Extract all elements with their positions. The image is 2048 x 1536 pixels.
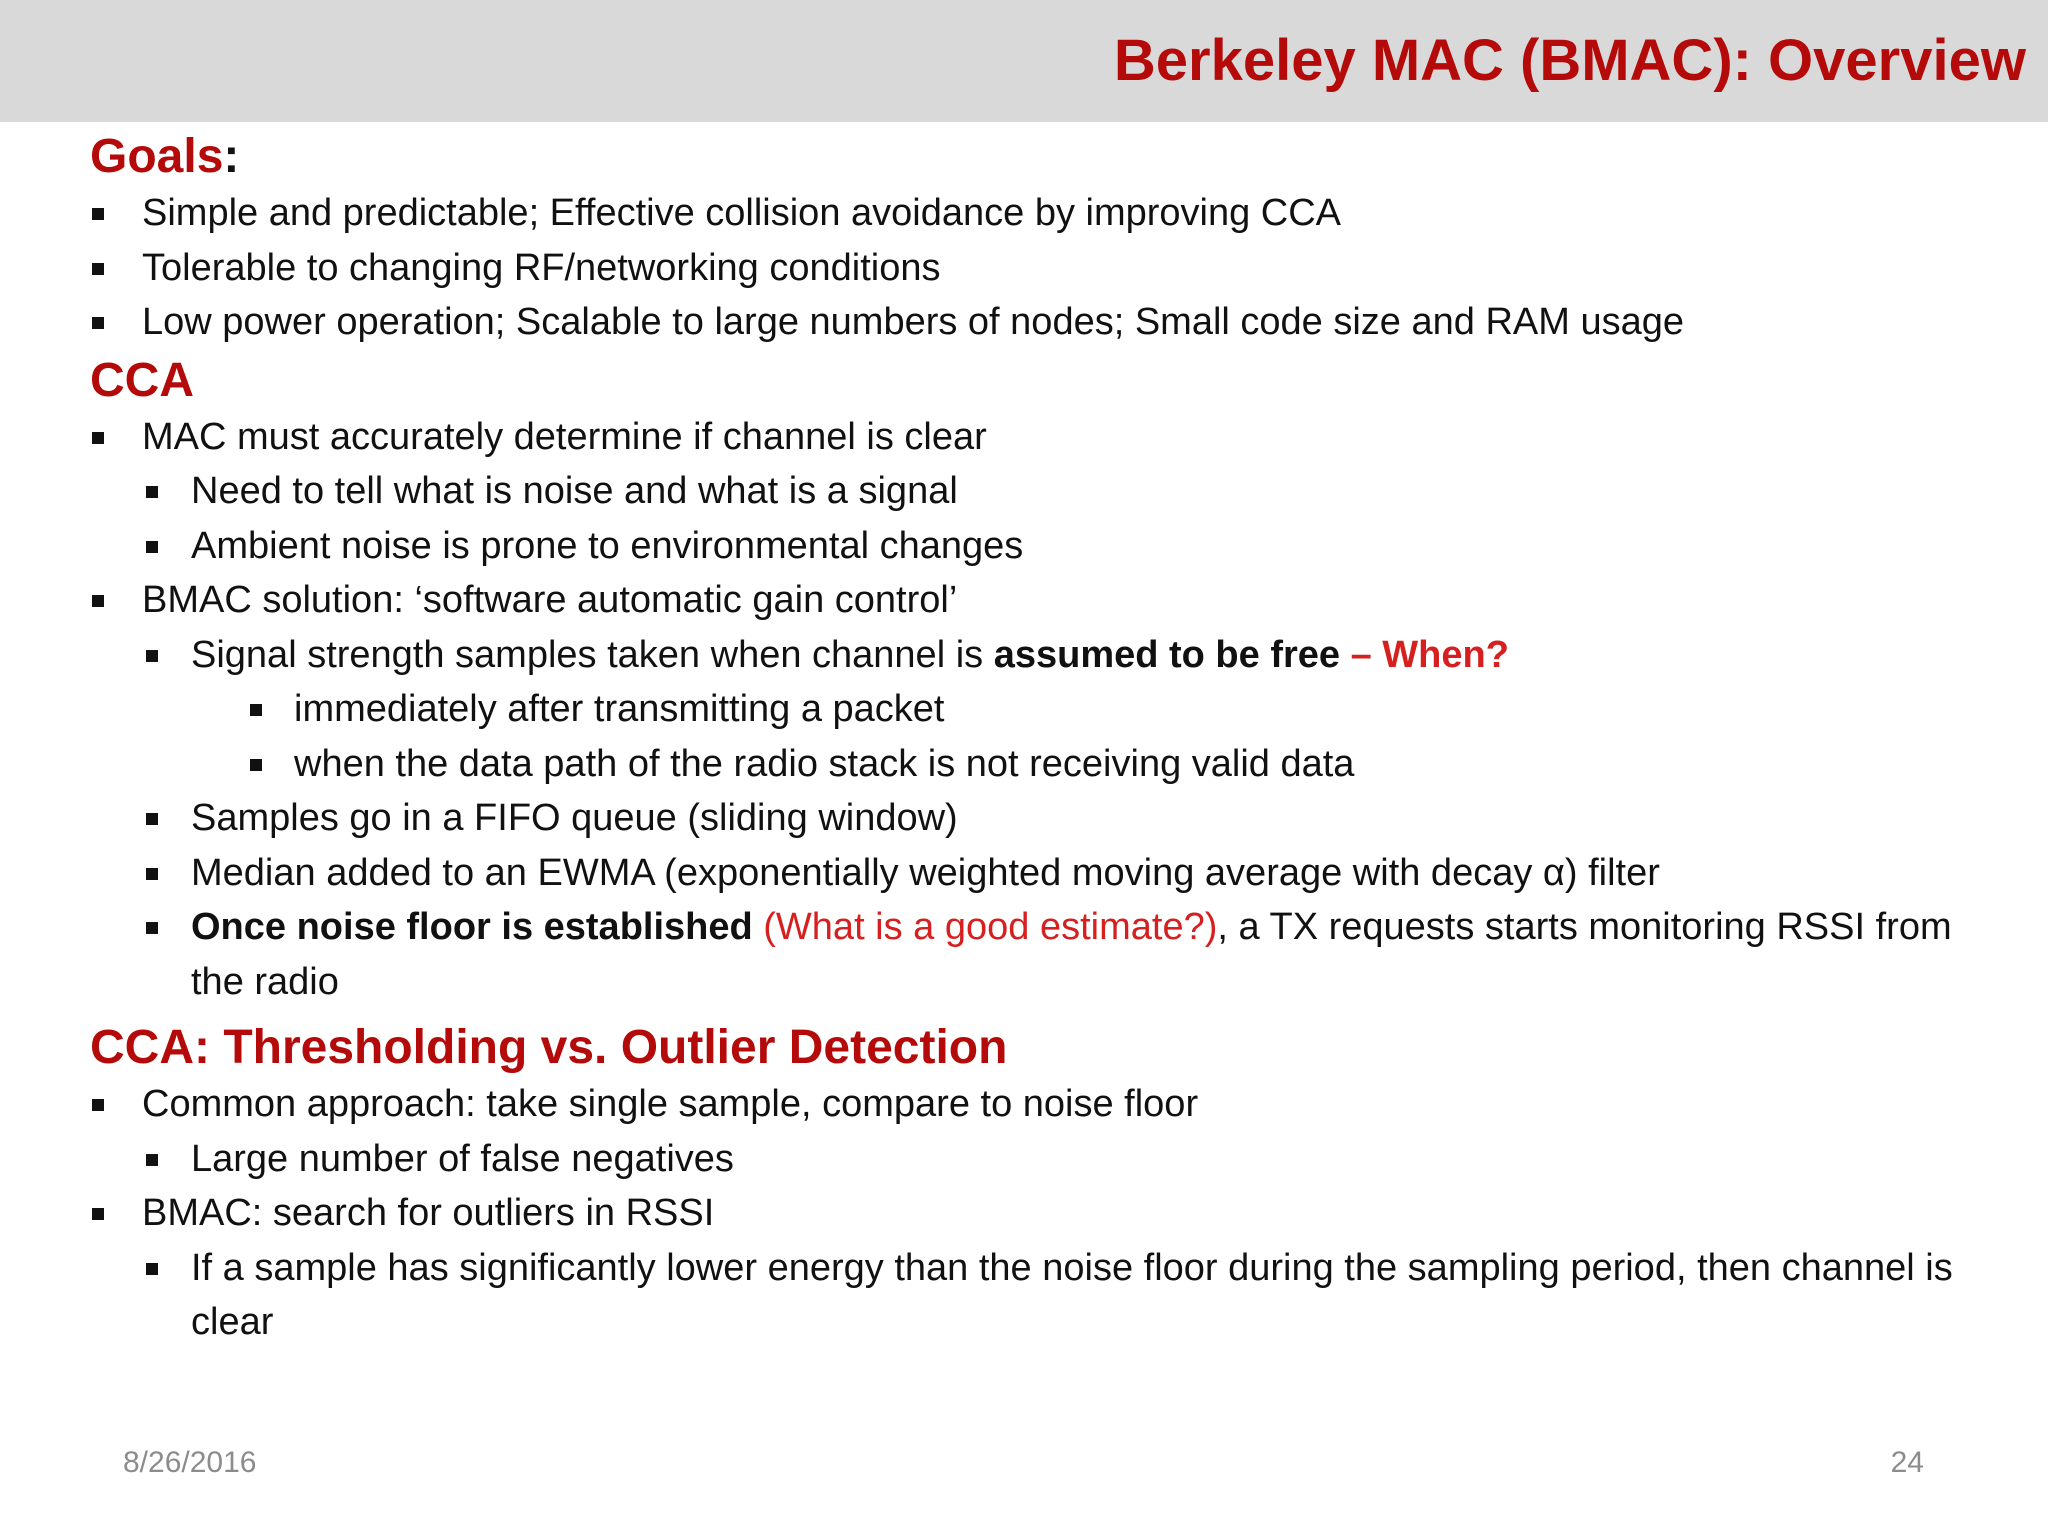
outlier-item-2-sub-text: If a sample has significantly lower energy than the noise floor during the sampling period, then channel is clear [191,1246,1953,1343]
cca-item-2 [90,573,1990,628]
bullet-square-icon [146,1154,158,1166]
bullet-square-icon [250,704,262,716]
cca-signal-sub-2 [90,737,1990,792]
bullet-square-icon [146,650,158,662]
signal-when-text: – When? [1340,633,1509,676]
outlier-item-1 [90,1077,1990,1132]
cca-median-text: Median added to an EWMA (exponentially weighted moving average with decay α) filter [191,851,1660,894]
bullet-square-icon [146,1263,158,1275]
signal-bold-text: assumed to be free [993,633,1341,676]
bullet-square-icon [92,208,104,220]
cca-item-1-text: MAC must accurately determine if channel is clear [142,415,987,458]
slide-title: Berkeley MAC (BMAC): Overview [1113,28,2026,93]
bullet-square-icon [92,595,104,607]
goals-item-2 [90,241,1990,296]
cca-item-1-sub-1 [90,464,1990,519]
bullet-square-icon [92,432,104,444]
cca-heading: CCA [90,353,194,407]
outlier-item-1-text: Common approach: take single sample, compare to noise floor [142,1083,1199,1125]
goals-item-3 [90,295,1990,350]
goals-heading-colon: : [223,130,240,183]
goals-item-1-text: Simple and predictable; Effective collision avoidance by improving CCA [142,192,1342,234]
cca-item-1-sub-1-text: Need to tell what is noise and what is a signal [191,470,958,512]
bullet-square-icon [92,1208,104,1220]
goals-heading [90,128,1990,186]
cca-fifo-text: Samples go in a FIFO queue (sliding window) [191,797,958,839]
outlier-item-1-sub [90,1132,1990,1187]
bullet-square-icon [146,922,158,934]
bullet-square-icon [146,541,158,553]
signal-prefix-text: Signal strength samples taken when channel is [191,633,994,676]
cca-item-1-sub-2-text: Ambient noise is prone to environmental changes [191,524,1024,567]
outlier-heading: CCA: Thresholding vs. Outlier Detection [90,1021,1008,1074]
cca-signal-strength [90,628,1990,683]
cca-median [90,846,1990,901]
cca-item-2-text: BMAC solution: ‘software automatic gain control’ [142,579,958,621]
cca-signal-sub-2-text: when the data path of the radio stack is not receiving valid data [294,742,1355,785]
goals-heading-text: Goals [90,130,224,183]
once-bold-text: Once noise floor is established [191,906,753,948]
once-red-text: (What is a good estimate?) [752,906,1218,948]
bullet-square-icon [250,759,262,771]
cca-signal-sub-1-text: immediately after transmitting a packet [294,688,945,730]
title-bar [0,0,2048,122]
once-rest-text: , a TX requests starts monitoring RSSI from the radio [191,906,1952,1003]
cca-signal-sub-1 [90,682,1990,737]
bullet-square-icon [146,868,158,880]
cca-item-1 [90,410,1990,465]
footer-date: 8/26/2016 [123,1446,257,1479]
cca-item-1-sub-2 [90,519,1990,574]
bullet-square-icon [92,1099,104,1111]
goals-item-1 [90,186,1990,241]
cca-fifo [90,791,1990,846]
cca-once-noise-floor [90,900,1981,1009]
bullet-square-icon [92,317,104,329]
outlier-item-2-text: BMAC: search for outliers in RSSI [142,1192,715,1234]
outlier-item-1-sub-text: Large number of false negatives [191,1137,734,1180]
slide-content [90,128,1990,1350]
outlier-item-2 [90,1186,1990,1241]
goals-item-3-text: Low power operation; Scalable to large numbers of nodes; Small code size and RAM usage [142,301,1684,343]
page-number: 24 [1890,1446,1924,1479]
bullet-square-icon [146,486,158,498]
bullet-square-icon [146,813,158,825]
bullet-square-icon [92,263,104,275]
goals-item-2-text: Tolerable to changing RF/networking conditions [142,246,941,289]
outlier-item-2-sub [90,1241,2031,1350]
